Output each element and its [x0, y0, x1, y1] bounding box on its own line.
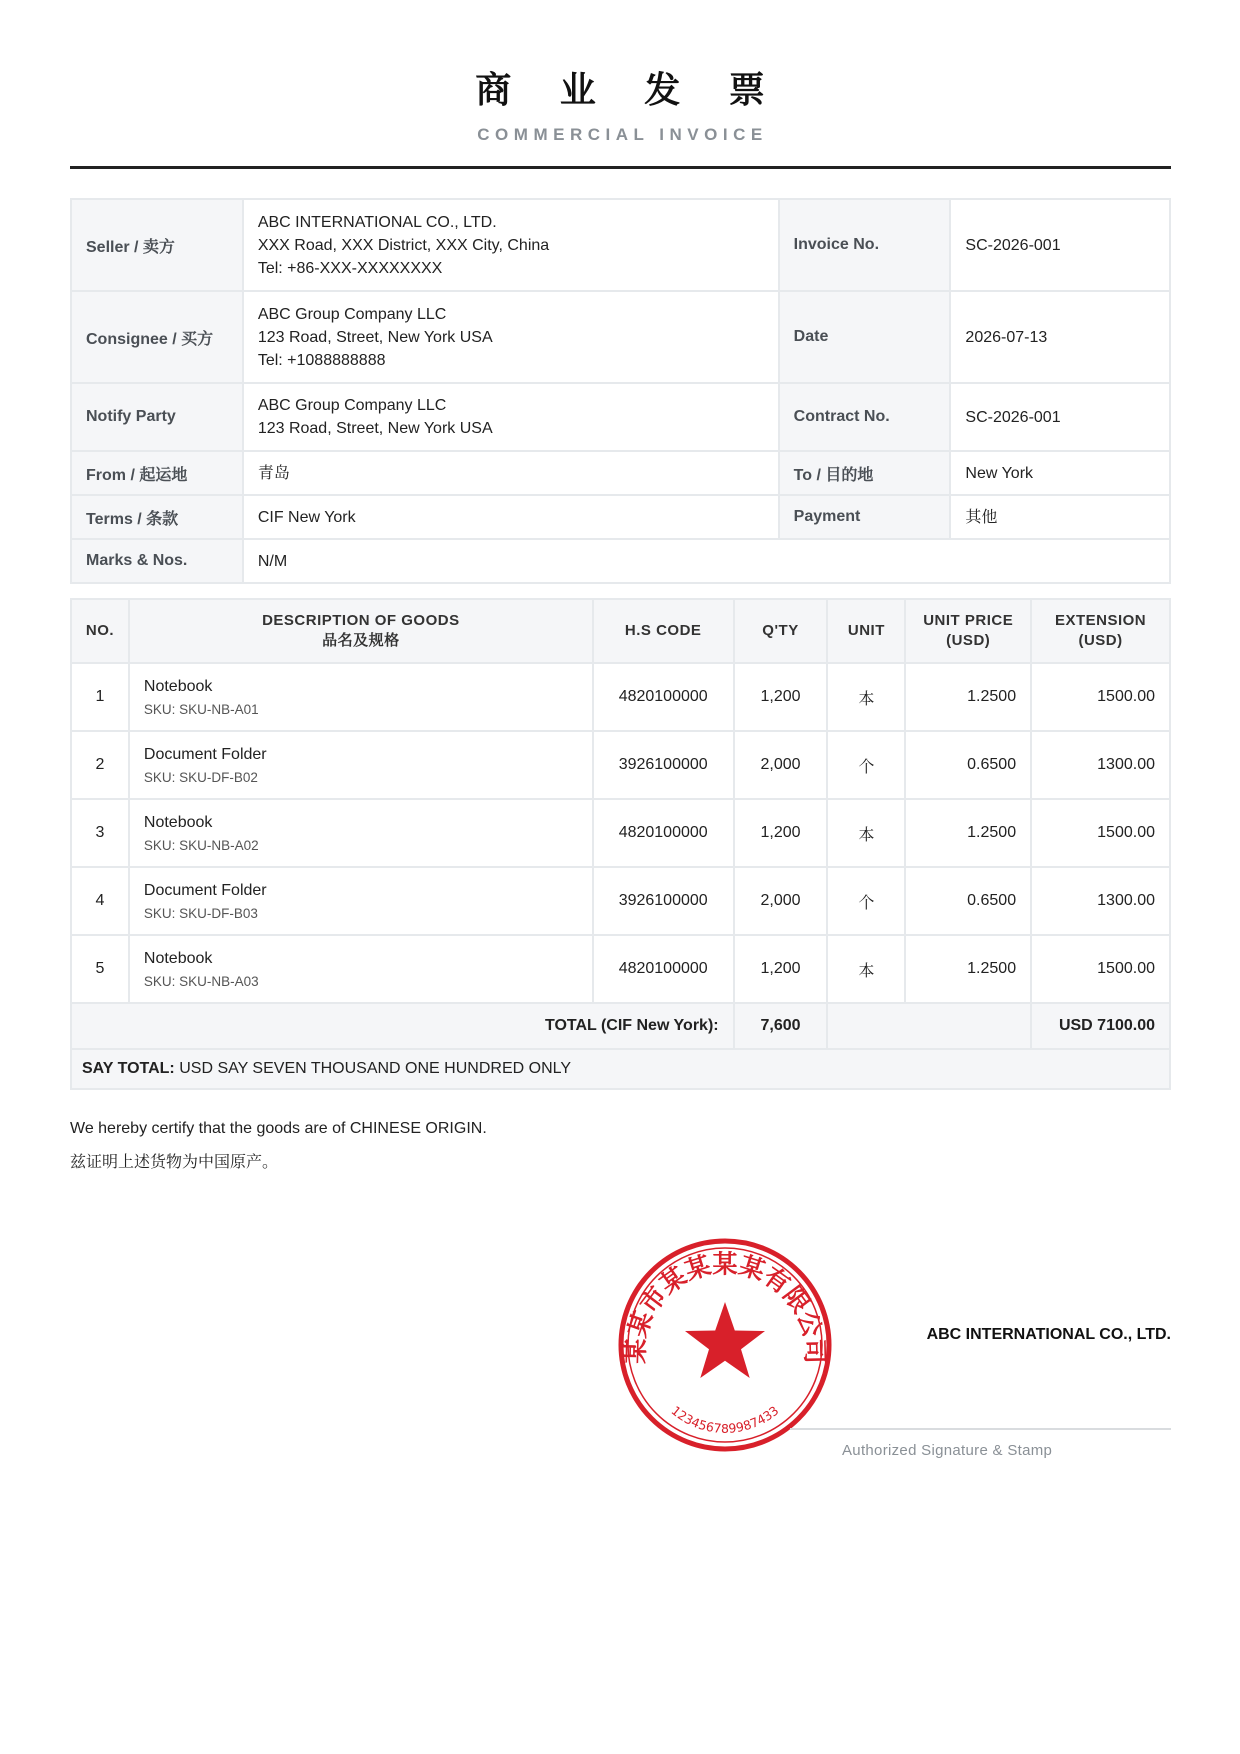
say-total-label: SAY TOTAL:	[82, 1060, 175, 1077]
consignee-line: ABC Group Company LLC	[257, 305, 447, 323]
info-row-terms	[71, 495, 1170, 539]
item-qty: 2,000	[734, 867, 828, 935]
item-unit: 个	[827, 731, 905, 799]
seller-line: Tel: +86-XXX-XXXXXXXX	[257, 259, 443, 277]
contract-no-value: SC-2026-001	[950, 383, 1170, 451]
item-no: 5	[71, 935, 129, 1003]
col-header-qty: Q'TY	[734, 599, 828, 663]
notify-line: 123 Road, Street, New York USA	[257, 420, 493, 437]
item-no: 1	[71, 663, 129, 731]
certify-text-en: We hereby certify that the goods are of CHINESE ORIGIN.	[70, 1120, 487, 1137]
item-hs-code: 3926100000	[593, 731, 734, 799]
seal-number: 123456789987433	[668, 1402, 782, 1436]
total-amount: USD 7100.00	[1031, 1003, 1170, 1049]
item-sku: SKU: SKU-NB-A02	[143, 837, 259, 853]
item-hs-code: 4820100000	[593, 799, 734, 867]
title-divider	[70, 166, 1171, 169]
star-icon	[685, 1302, 765, 1378]
item-unit: 本	[827, 935, 905, 1003]
item-name: Document Folder	[143, 745, 267, 763]
info-row-consignee	[71, 291, 1170, 383]
table-row	[71, 935, 1170, 1003]
item-description	[129, 867, 593, 935]
say-total-text: USD SAY SEVEN THOUSAND ONE HUNDRED ONLY	[179, 1060, 571, 1077]
item-name: Notebook	[143, 677, 213, 695]
contract-no-label: Contract No.	[779, 383, 951, 451]
item-unit-price: 1.2500	[905, 799, 1031, 867]
item-sku: SKU: SKU-NB-A01	[143, 701, 259, 717]
item-qty: 1,200	[734, 799, 828, 867]
say-total-row	[71, 1049, 1170, 1089]
item-unit-price: 0.6500	[905, 731, 1031, 799]
item-name: Notebook	[143, 813, 213, 831]
item-extension: 1500.00	[1031, 663, 1170, 731]
col-header-extension	[1031, 599, 1170, 663]
price-header-line1: UNIT PRICE	[923, 612, 1014, 629]
item-sku: SKU: SKU-DF-B03	[143, 905, 258, 921]
invoice-no-label: Invoice No.	[779, 199, 951, 291]
item-hs-code: 4820100000	[593, 663, 734, 731]
signatory-company: ABC INTERNATIONAL CO., LTD.	[926, 1326, 1171, 1343]
item-extension: 1500.00	[1031, 799, 1170, 867]
table-row	[71, 867, 1170, 935]
item-sku: SKU: SKU-DF-B02	[143, 769, 258, 785]
payment-value: 其他	[950, 495, 1170, 539]
item-extension: 1500.00	[1031, 935, 1170, 1003]
seller-label: Seller / 卖方	[71, 199, 243, 291]
invoice-info-table	[70, 198, 1171, 584]
ext-header-line1: EXTENSION	[1054, 612, 1147, 629]
item-unit: 本	[827, 799, 905, 867]
item-hs-code: 4820100000	[593, 935, 734, 1003]
item-qty: 1,200	[734, 935, 828, 1003]
to-value: New York	[950, 451, 1170, 495]
ext-header-line2: (USD)	[1078, 632, 1123, 649]
item-unit-price: 0.6500	[905, 867, 1031, 935]
notify-value	[243, 383, 779, 451]
total-spacer	[827, 1003, 1031, 1049]
invoice-title-cn: 商 业 发 票	[475, 70, 783, 111]
terms-value: CIF New York	[243, 495, 779, 539]
consignee-line: 123 Road, Street, New York USA	[257, 328, 493, 346]
terms-label: Terms / 条款	[71, 495, 243, 539]
signature-caption: Authorized Signature & Stamp	[842, 1442, 1053, 1459]
marks-label: Marks & Nos.	[71, 539, 243, 583]
item-unit: 本	[827, 663, 905, 731]
notify-line: ABC Group Company LLC	[257, 397, 447, 414]
item-name: Notebook	[143, 949, 213, 967]
item-name: Document Folder	[143, 881, 267, 899]
table-row	[71, 663, 1170, 731]
info-row-notify	[71, 383, 1170, 451]
table-row	[71, 799, 1170, 867]
col-header-description	[129, 599, 593, 663]
item-no: 4	[71, 867, 129, 935]
item-unit-price: 1.2500	[905, 935, 1031, 1003]
col-header-unit-price	[905, 599, 1031, 663]
company-seal-stamp	[616, 1236, 834, 1454]
notify-label: Notify Party	[71, 383, 243, 451]
invoice-no-value: SC-2026-001	[950, 199, 1170, 291]
item-description	[129, 935, 593, 1003]
item-extension: 1300.00	[1031, 731, 1170, 799]
origin-certification	[70, 1112, 487, 1180]
item-qty: 1,200	[734, 663, 828, 731]
item-no: 3	[71, 799, 129, 867]
to-label: To / 目的地	[779, 451, 951, 495]
say-total-cell	[71, 1049, 1170, 1089]
total-qty: 7,600	[734, 1003, 828, 1049]
item-unit: 个	[827, 867, 905, 935]
item-description	[129, 731, 593, 799]
item-description	[129, 799, 593, 867]
item-unit-price: 1.2500	[905, 663, 1031, 731]
total-label: TOTAL (CIF New York):	[71, 1003, 734, 1049]
from-value: 青岛	[243, 451, 779, 495]
desc-header-en: DESCRIPTION OF GOODS	[262, 612, 460, 629]
goods-table	[70, 598, 1171, 1090]
consignee-value	[243, 291, 779, 383]
total-row	[71, 1003, 1170, 1049]
item-extension: 1300.00	[1031, 867, 1170, 935]
col-header-unit: UNIT	[827, 599, 905, 663]
info-row-seller	[71, 199, 1170, 291]
seller-line: ABC INTERNATIONAL CO., LTD.	[257, 213, 497, 231]
date-label: Date	[779, 291, 951, 383]
item-hs-code: 3926100000	[593, 867, 734, 935]
consignee-label: Consignee / 买方	[71, 291, 243, 383]
item-qty: 2,000	[734, 731, 828, 799]
date-value: 2026-07-13	[950, 291, 1170, 383]
goods-header-row	[71, 599, 1170, 663]
consignee-line: Tel: +1088888888	[257, 351, 386, 369]
table-row	[71, 731, 1170, 799]
info-row-marks	[71, 539, 1170, 583]
col-header-hs-code: H.S CODE	[593, 599, 734, 663]
invoice-title-en: COMMERCIAL INVOICE	[477, 125, 768, 144]
seller-value	[243, 199, 779, 291]
seal-ring-text: 某某市某某某某有限公司	[620, 1249, 830, 1365]
col-header-no: NO.	[71, 599, 129, 663]
item-no: 2	[71, 731, 129, 799]
payment-label: Payment	[779, 495, 951, 539]
desc-header-cn: 品名及规格	[322, 632, 400, 649]
price-header-line2: (USD)	[946, 632, 991, 649]
from-label: From / 起运地	[71, 451, 243, 495]
info-row-route	[71, 451, 1170, 495]
item-description	[129, 663, 593, 731]
marks-value: N/M	[243, 539, 1170, 583]
seller-line: XXX Road, XXX District, XXX City, China	[257, 236, 550, 254]
certify-text-cn: 兹证明上述货物为中国原产。	[70, 1154, 279, 1171]
signature-line	[790, 1428, 1171, 1430]
item-sku: SKU: SKU-NB-A03	[143, 973, 259, 989]
